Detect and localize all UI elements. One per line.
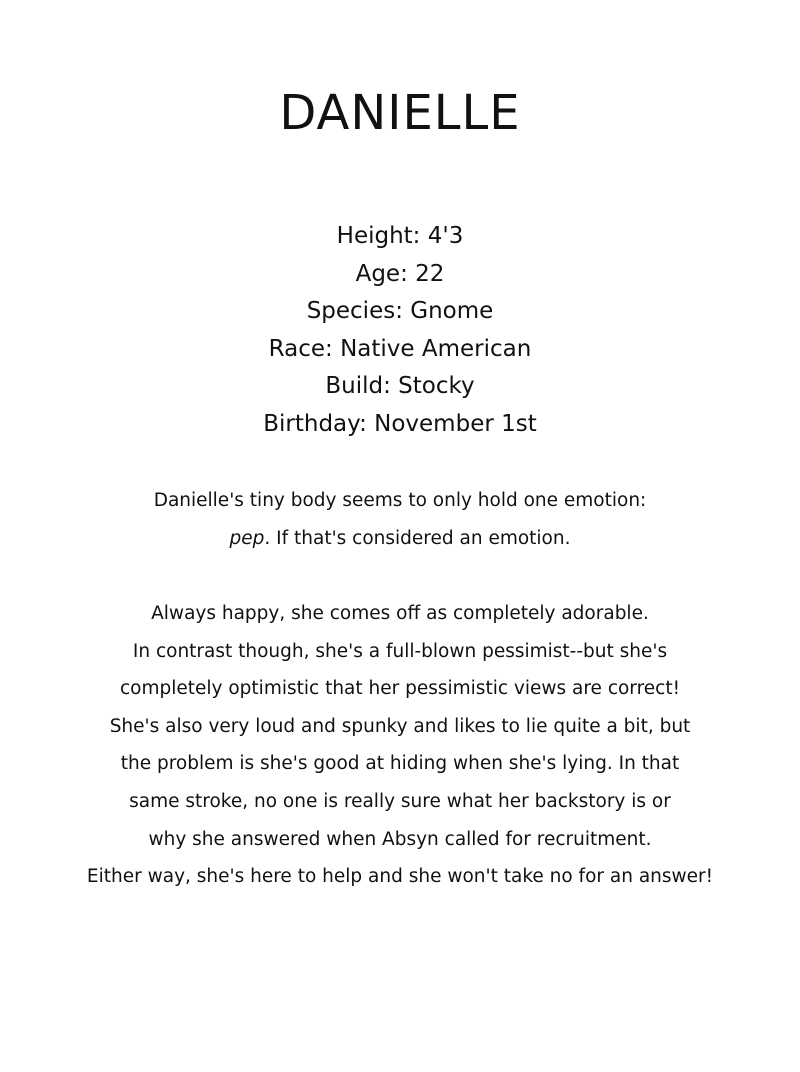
description-line-4: She's also very loud and spunky and likes to lie quite a bit, but [109,715,691,737]
intro-line-1: Danielle's tiny body seems to only hold one emotion: [153,490,647,511]
description-line-8: Either way, she's here to help and she won't take no for an answer! [86,866,714,888]
character-stats-list [0,218,800,444]
description-line-1: Always happy, she comes off as completely adorable. [151,603,649,624]
stat-build: Build: Stocky [325,373,475,400]
stat-species: Species: Gnome [306,298,494,325]
stat-race: Race: Native American [268,335,532,362]
stat-height: Height: 4'3 [336,223,464,249]
description-line-2: In contrast though, she's a full-blown pessimist--but she's [132,640,668,662]
stat-age: Age: 22 [355,260,445,287]
description-line-6: same stroke, no one is really sure what her backstory is or [129,790,671,812]
description-paragraph [0,595,800,896]
character-name-title: DANIELLE [279,85,521,141]
description-line-7: why she answered when Absyn called for recruitment. [148,828,652,850]
intro-line-2 [0,520,800,558]
intro-paragraph [0,482,800,557]
description-line-5: the problem is she's good at hiding when she's lying. In that [120,753,680,775]
intro-line-2-rest: . If that's considered an emotion. [264,527,571,549]
description-line-3: completely optimistic that her pessimistic views are correct! [119,678,681,700]
stat-birthday: Birthday: November 1st [263,410,537,437]
emphasis-pep: pep [229,527,265,549]
